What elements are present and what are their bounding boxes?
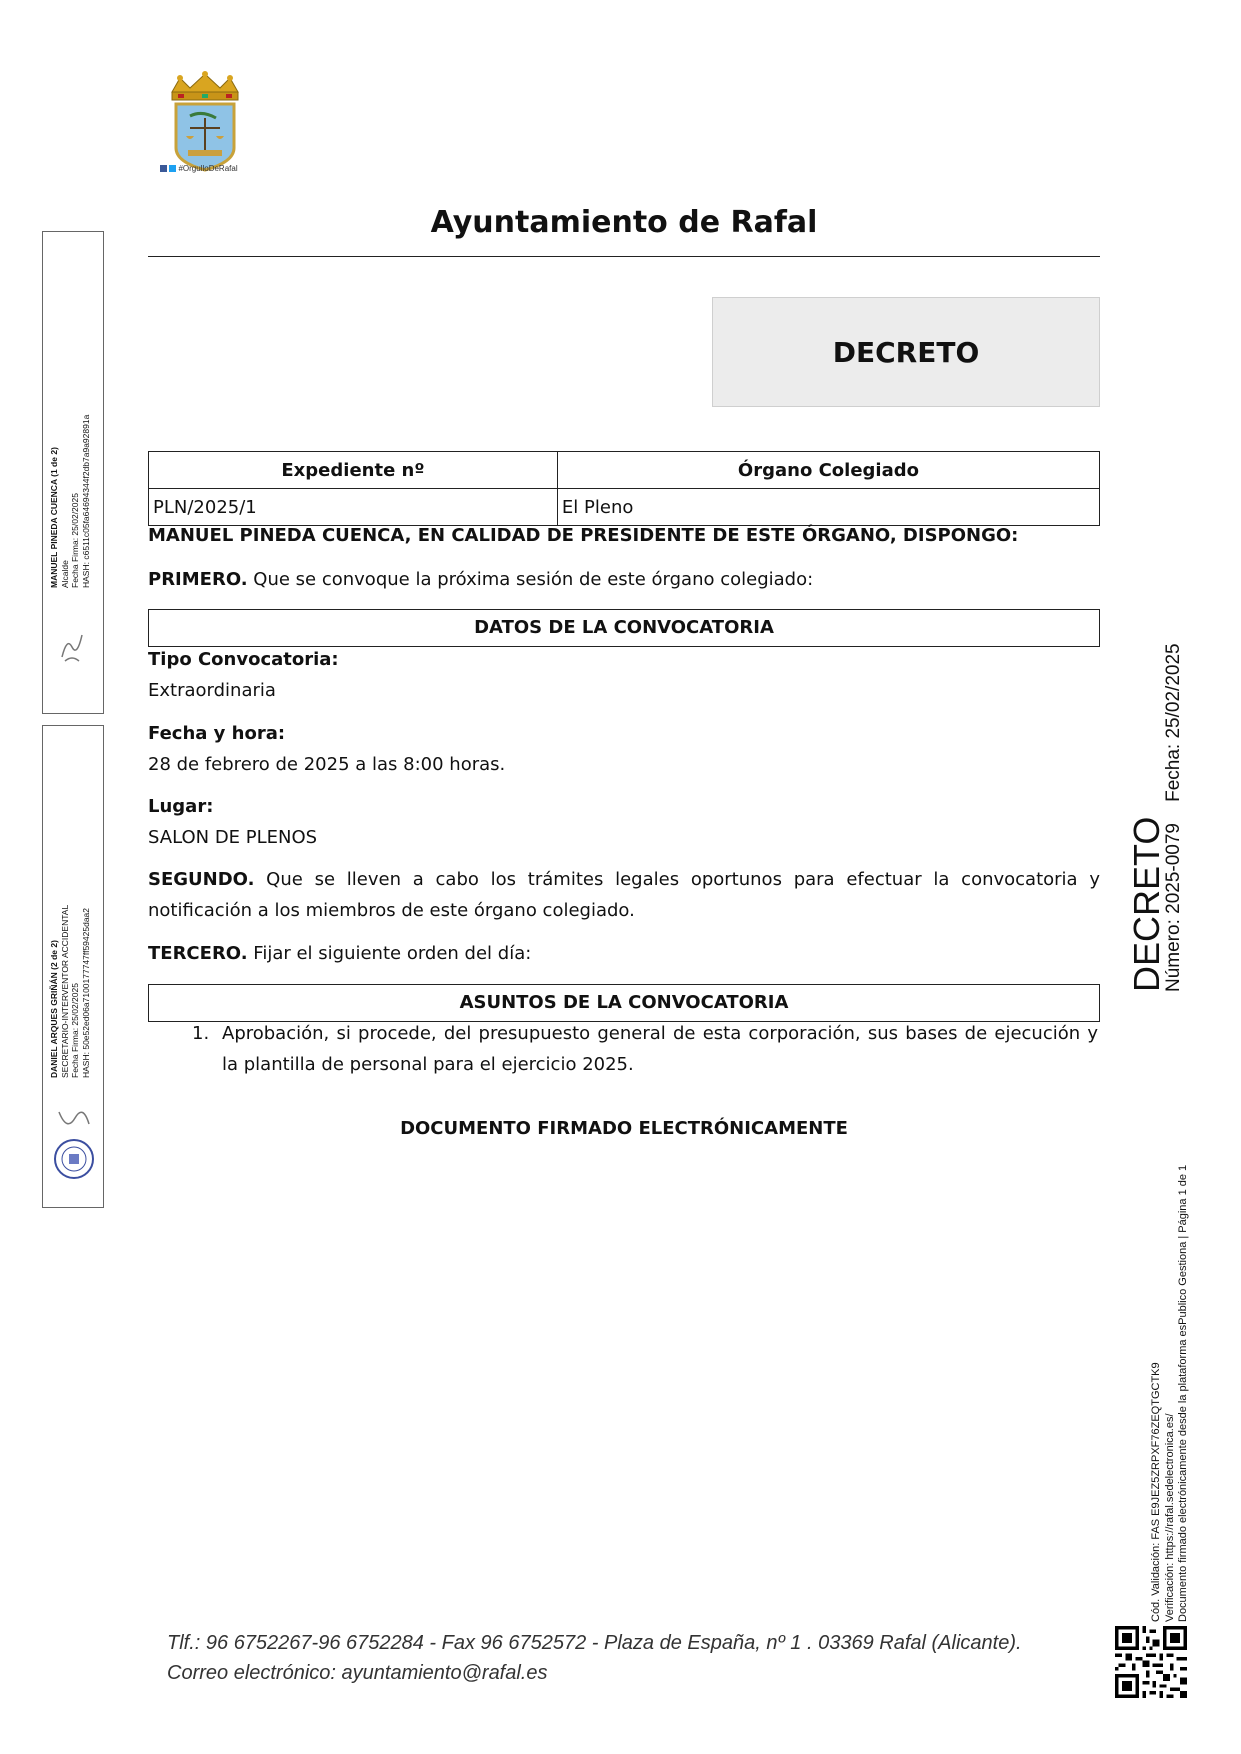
asuntos-convocatoria-header: ASUNTOS DE LA CONVOCATORIA — [148, 984, 1100, 1022]
tercero-text: Fijar el siguiente orden del día: — [247, 943, 532, 964]
table-header-expediente: Expediente nº — [149, 452, 558, 489]
document-type-box — [712, 297, 1100, 407]
signature-2-date: Fecha Firma: 25/02/2025 — [70, 983, 80, 1078]
expediente-value: PLN/2025/1 — [149, 489, 558, 526]
validation-code: Cód. Validación: FAS E9JEZ5ZRPXF76ZEQTGCTK9 — [1150, 1362, 1162, 1622]
title-divider — [148, 256, 1100, 257]
fecha-value: 28 de febrero de 2025 a las 8:00 horas. — [148, 754, 506, 775]
signature-2-hash: HASH: 50e52ed06a7100177747ff59425daa2 — [80, 908, 91, 1078]
organization-title: Ayuntamiento de Rafal — [430, 205, 818, 240]
page-footer — [167, 1628, 1022, 1688]
table-header-organo: Órgano Colegiado — [557, 452, 1099, 489]
official-seal-icon — [53, 1138, 95, 1180]
qr-code-icon — [1115, 1626, 1187, 1698]
fecha-label: Fecha y hora: — [148, 723, 286, 744]
primero-paragraph — [148, 564, 1100, 595]
tercero-label: TERCERO. — [148, 943, 248, 964]
lugar-label: Lugar: — [148, 796, 214, 817]
organo-value: El Pleno — [557, 489, 1099, 526]
tercero-paragraph — [148, 938, 1100, 969]
datos-convocatoria-header: DATOS DE LA CONVOCATORIA — [148, 609, 1100, 647]
signature-2-name: DANIEL ARQUES GRIÑÁN (2 de 2) — [49, 940, 59, 1078]
signature-1-date: Fecha Firma: 25/02/2025 — [70, 493, 80, 588]
tipo-label: Tipo Convocatoria: — [148, 649, 339, 670]
list-item-text: Aprobación, si procede, del presupuesto general de esta corporación, sus bases de ejecución y la plantilla de personal para el ejercicio 2025. — [222, 1023, 1098, 1075]
platform-note: Documento firmado electrónicamente desde la plataforma esPublico Gestiona | Página 1 de 1 — [1177, 1164, 1189, 1622]
signature-2-scribble — [55, 1106, 91, 1136]
facebook-icon — [160, 165, 167, 172]
segundo-paragraph — [148, 864, 1100, 926]
stamp-title: DECRETO — [1126, 816, 1167, 992]
stamp-fecha: Fecha: 25/02/2025 — [1163, 643, 1184, 802]
signature-1-scribble — [57, 627, 87, 667]
stamp-details — [1163, 643, 1185, 992]
tipo-value: Extraordinaria — [148, 680, 276, 701]
segundo-text: Que se lleven a cabo los trámites legales oportunos para efectuar la convocatoria y notificación a los miembros de este órgano colegiado. — [148, 869, 1100, 921]
social-hashtag: #OrgulloDeRafal — [160, 164, 238, 173]
lugar-value: SALON DE PLENOS — [148, 827, 318, 848]
expediente-table — [148, 451, 1100, 526]
list-item-number: 1. — [192, 1023, 210, 1044]
signature-1-hash: HASH: c6511c05fa64694344f2db7a9a92891a — [80, 414, 91, 588]
signature-2-role: SECRETARIO-INTERVENTOR ACCIDENTAL — [59, 904, 70, 1078]
validation-block — [1150, 1165, 1191, 1622]
stamp-numero: Número: 2025-0079 — [1163, 823, 1184, 992]
primero-label: PRIMERO. — [148, 569, 248, 590]
primero-text: Que se convoque la próxima sesión de este órgano colegiado: — [247, 569, 814, 590]
signature-box-1 — [42, 231, 104, 714]
signed-note: DOCUMENTO FIRMADO ELECTRÓNICAMENTE — [400, 1118, 848, 1139]
twitter-icon — [169, 165, 176, 172]
signature-2-text — [49, 905, 91, 1078]
intro-statement: MANUEL PINEDA CUENCA, EN CALIDAD DE PRESIDENTE DE ESTE ÓRGANO, DISPONGO: — [148, 525, 1019, 546]
signature-1-role: Alcalde — [59, 560, 70, 588]
decreto-stamp — [1127, 817, 1167, 992]
signature-1-text — [49, 415, 91, 588]
signature-box-2 — [42, 725, 104, 1208]
footer-email-line: Correo electrónico: ayuntamiento@rafal.es — [167, 1662, 548, 1684]
signature-1-name: MANUEL PINEDA CUENCA (1 de 2) — [49, 447, 59, 588]
document-type-label: DECRETO — [832, 335, 980, 369]
list-item — [192, 1018, 1098, 1080]
verification-url: Verificación: https://rafal.sedelectronica.es/ — [1163, 1413, 1176, 1622]
segundo-label: SEGUNDO. — [148, 869, 255, 890]
footer-contact-line: Tlf.: 96 6752267-96 6752284 - Fax 96 6752572 - Plaza de España, nº 1 . 03369 Rafal (Alicante). — [167, 1632, 1022, 1654]
